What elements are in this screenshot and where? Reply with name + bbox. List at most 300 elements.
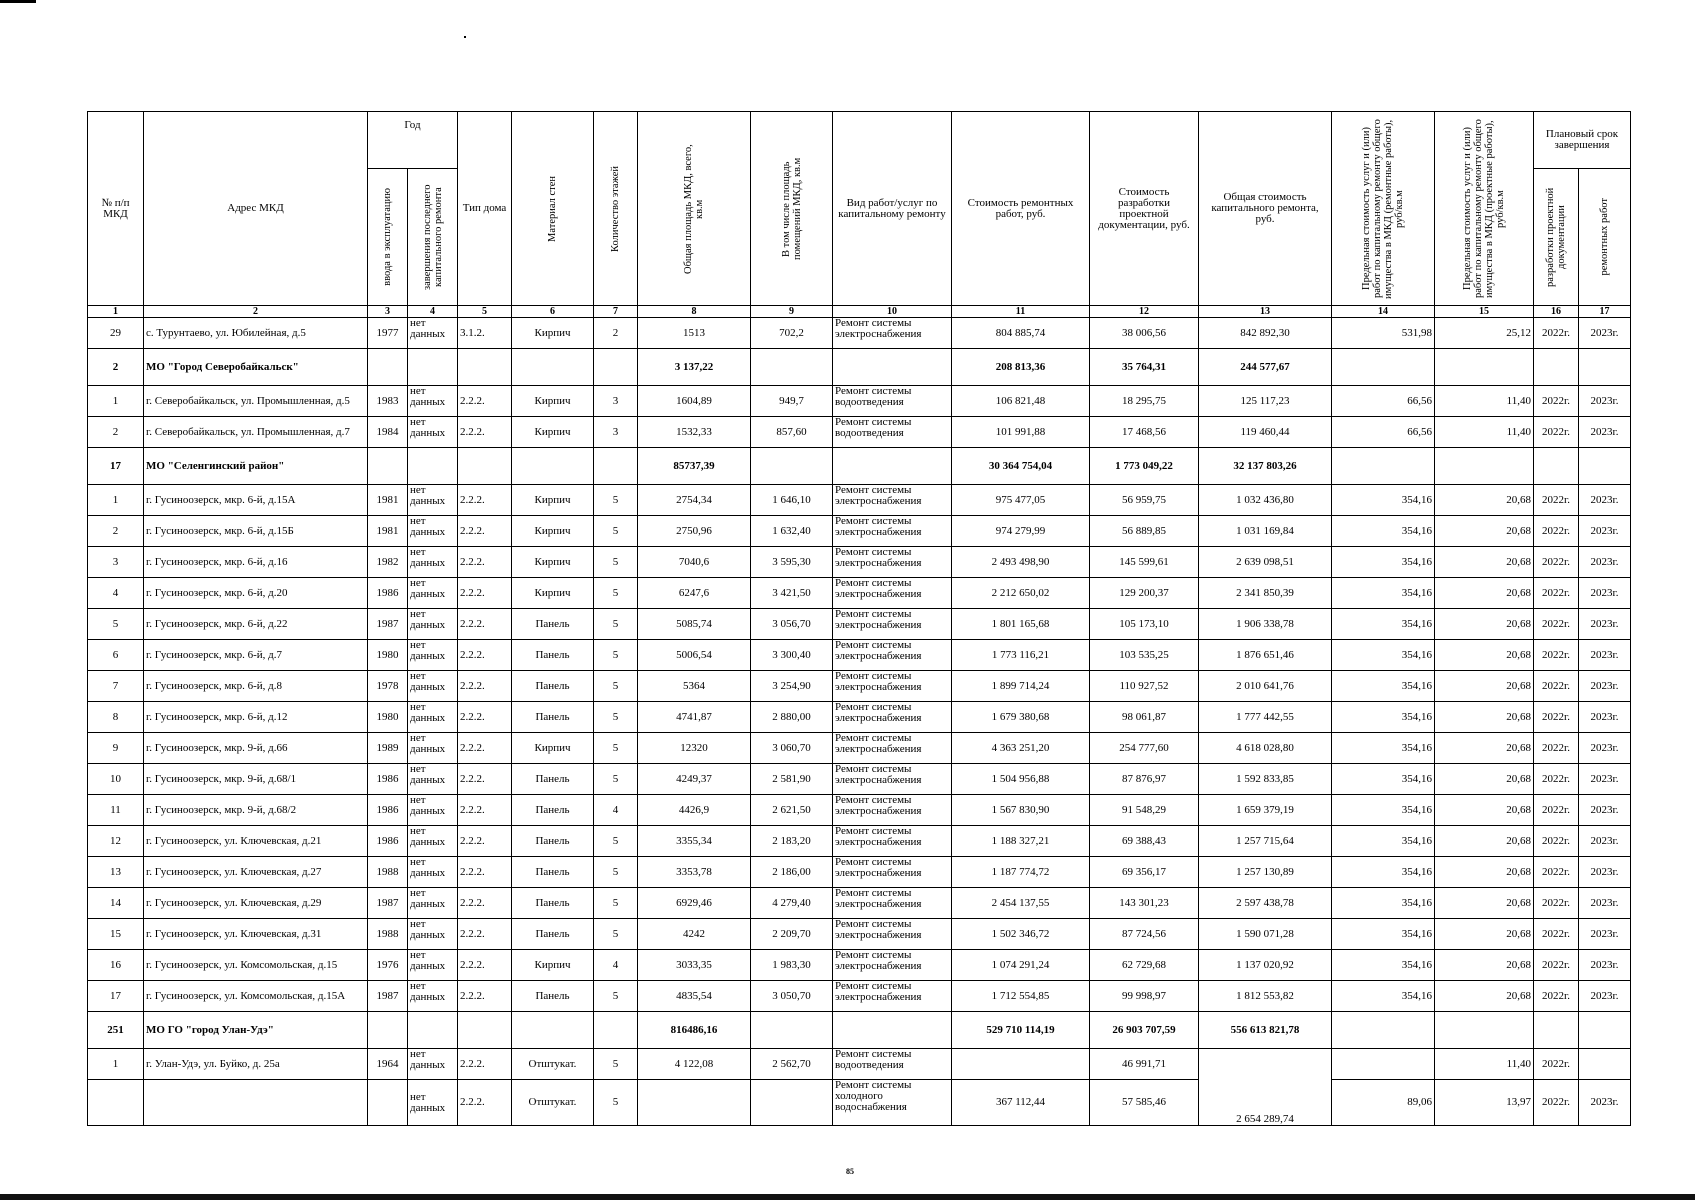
cell-num: 13	[88, 857, 144, 888]
cell-design-cost: 18 295,75	[1090, 386, 1199, 417]
col-number: 13	[1199, 306, 1332, 318]
cell-total-cost: 1 876 651,46	[1199, 640, 1332, 671]
cell-address: г. Гусиноозерск, мкр. 9-й, д.66	[144, 733, 368, 764]
cell-design-cost: 69 388,43	[1090, 826, 1199, 857]
cell-repair-cost: 1 712 554,85	[952, 981, 1090, 1012]
cell-total-cost: 1 032 436,80	[1199, 485, 1332, 516]
cell-design-cost: 46 991,71	[1090, 1049, 1199, 1080]
cell-repair-cost: 804 885,74	[952, 318, 1090, 349]
col-number: 2	[144, 306, 368, 318]
cell-floors: 5	[594, 764, 638, 795]
cell-deadline-repair: 2023г.	[1579, 318, 1631, 349]
cell-year-commission: 1980	[368, 702, 408, 733]
cell-deadline-design: 2022г.	[1534, 795, 1579, 826]
cell-year-commission: 1986	[368, 578, 408, 609]
cell-premises-area: 3 595,30	[751, 547, 833, 578]
cell-limit-repair: 354,16	[1332, 826, 1435, 857]
header-floors	[594, 112, 638, 306]
cell-address: г. Гусиноозерск, мкр. 6-й, д.20	[144, 578, 368, 609]
cell-floors: 5	[594, 578, 638, 609]
cell-deadline-design: 2022г.	[1534, 578, 1579, 609]
table-row	[88, 826, 1631, 857]
cell-limit-design: 20,68	[1435, 826, 1534, 857]
cell-total-area: 3 137,22	[638, 349, 751, 386]
cell-total-cost: 125 117,23	[1199, 386, 1332, 417]
cell-num: 10	[88, 764, 144, 795]
cell-repair-cost: 2 493 498,90	[952, 547, 1090, 578]
cell-deadline-repair: 2023г.	[1579, 764, 1631, 795]
table-row	[88, 485, 1631, 516]
cell-deadline-repair: 2023г.	[1579, 950, 1631, 981]
cell-num: 4	[88, 578, 144, 609]
cell-deadline-repair: 2023г.	[1579, 919, 1631, 950]
cell-work-type: Ремонт системы электроснабжения	[833, 888, 952, 919]
cell-house-type: 2.2.2.	[458, 702, 512, 733]
cell-deadline-repair: 2023г.	[1579, 1080, 1631, 1126]
col-number: 14	[1332, 306, 1435, 318]
cell-address: г. Гусиноозерск, мкр. 6-й, д.15Б	[144, 516, 368, 547]
cell-premises-area: 2 183,20	[751, 826, 833, 857]
cell-wall-material: Кирпич	[512, 386, 594, 417]
cell-premises-area	[751, 349, 833, 386]
cell-deadline-repair: 2023г.	[1579, 981, 1631, 1012]
cell-limit-repair: 354,16	[1332, 578, 1435, 609]
cell-year-commission: 1987	[368, 888, 408, 919]
cell-num: 5	[88, 609, 144, 640]
cell-limit-design: 20,68	[1435, 795, 1534, 826]
col-number: 15	[1435, 306, 1534, 318]
cell-year-last-repair: нет данных	[408, 318, 458, 349]
cell-floors: 5	[594, 609, 638, 640]
cell-address: г. Гусиноозерск, мкр. 6-й, д.22	[144, 609, 368, 640]
header-premises-area	[751, 112, 833, 306]
table-row	[88, 609, 1631, 640]
cell-limit-design: 20,68	[1435, 671, 1534, 702]
cell-limit-design	[1435, 1012, 1534, 1049]
cell-year-last-repair: нет данных	[408, 702, 458, 733]
cell-deadline-design: 2022г.	[1534, 764, 1579, 795]
cell-num: 9	[88, 733, 144, 764]
cell-house-type: 3.1.2.	[458, 318, 512, 349]
cell-total-cost: 842 892,30	[1199, 318, 1332, 349]
cell-repair-cost: 1 801 165,68	[952, 609, 1090, 640]
cell-wall-material: Панель	[512, 888, 594, 919]
header-wall-material-text: Материал стен	[547, 175, 558, 242]
cell-total-area: 1532,33	[638, 417, 751, 448]
cell-repair-cost: 1 899 714,24	[952, 671, 1090, 702]
cell-work-type	[833, 448, 952, 485]
cell-deadline-repair: 2023г.	[1579, 417, 1631, 448]
cell-limit-design: 20,68	[1435, 764, 1534, 795]
group-row	[88, 349, 1631, 386]
cell-year-commission: 1988	[368, 919, 408, 950]
cell-address: г. Гусиноозерск, ул. Ключевская, д.27	[144, 857, 368, 888]
cell-total-cost: 32 137 803,26	[1199, 448, 1332, 485]
header-total-cost: Общая стоимость капитального ремонта, руб.	[1199, 112, 1332, 306]
header-house-type: Тип дома	[458, 112, 512, 306]
cell-total-area	[638, 1080, 751, 1126]
cell-work-type: Ремонт системы электроснабжения	[833, 516, 952, 547]
cell-year-last-repair: нет данных	[408, 516, 458, 547]
cell-year-last-repair: нет данных	[408, 671, 458, 702]
cell-total-area: 4242	[638, 919, 751, 950]
cell-limit-repair: 354,16	[1332, 640, 1435, 671]
cell-deadline-design: 2022г.	[1534, 609, 1579, 640]
cell-deadline-design: 2022г.	[1534, 640, 1579, 671]
col-number: 12	[1090, 306, 1199, 318]
col-number: 4	[408, 306, 458, 318]
cell-deadline-repair	[1579, 1049, 1631, 1080]
cell-premises-area: 2 186,00	[751, 857, 833, 888]
cell-house-type: 2.2.2.	[458, 795, 512, 826]
cell-premises-area: 702,2	[751, 318, 833, 349]
col-number: 7	[594, 306, 638, 318]
cell-total-cost: 2 010 641,76	[1199, 671, 1332, 702]
cell-total-area: 816486,16	[638, 1012, 751, 1049]
cell-design-cost: 129 200,37	[1090, 578, 1199, 609]
cell-address: г. Гусиноозерск, ул. Ключевская, д.29	[144, 888, 368, 919]
header-num: № п/п МКД	[88, 112, 144, 306]
cell-limit-repair: 354,16	[1332, 516, 1435, 547]
cell-total-area: 3353,78	[638, 857, 751, 888]
table-row	[88, 764, 1631, 795]
cell-design-cost: 56 889,85	[1090, 516, 1199, 547]
cell-repair-cost: 975 477,05	[952, 485, 1090, 516]
cell-address: г. Северобайкальск, ул. Промышленная, д.7	[144, 417, 368, 448]
table-row	[88, 919, 1631, 950]
cell-deadline-design: 2022г.	[1534, 417, 1579, 448]
cell-deadline-repair: 2023г.	[1579, 671, 1631, 702]
cell-house-type: 2.2.2.	[458, 640, 512, 671]
cell-limit-repair: 531,98	[1332, 318, 1435, 349]
table-row	[88, 981, 1631, 1012]
cell-design-cost: 57 585,46	[1090, 1080, 1199, 1126]
cell-deadline-repair: 2023г.	[1579, 609, 1631, 640]
cell-year-last-repair: нет данных	[408, 417, 458, 448]
cell-year-commission: 1981	[368, 485, 408, 516]
cell-floors: 3	[594, 386, 638, 417]
header-year-last-repair	[408, 169, 458, 306]
cell-num: 8	[88, 702, 144, 733]
cell-repair-cost	[952, 1049, 1090, 1080]
cell-work-type: Ремонт системы холодного водоснабжения	[833, 1080, 952, 1126]
cell-year-commission: 1980	[368, 640, 408, 671]
cell-wall-material	[512, 1012, 594, 1049]
cell-floors: 4	[594, 950, 638, 981]
cell-work-type: Ремонт системы водоотведения	[833, 417, 952, 448]
cell-address: г. Гусиноозерск, ул. Ключевская, д.31	[144, 919, 368, 950]
cell-floors: 5	[594, 857, 638, 888]
cell-year-commission: 1981	[368, 516, 408, 547]
cell-address: г. Гусиноозерск, ул. Комсомольская, д.15	[144, 950, 368, 981]
table-row	[88, 671, 1631, 702]
header-year-commission-text: ввода в эксплуатацию	[382, 188, 393, 286]
table-row	[88, 733, 1631, 764]
cell-year-last-repair: нет данных	[408, 386, 458, 417]
cell-house-type: 2.2.2.	[458, 417, 512, 448]
cell-total-cost: 1 906 338,78	[1199, 609, 1332, 640]
cell-year-commission: 1964	[368, 1049, 408, 1080]
cell-year-commission: 1988	[368, 857, 408, 888]
cell-limit-repair: 354,16	[1332, 702, 1435, 733]
table-row	[88, 640, 1631, 671]
cell-house-type: 2.2.2.	[458, 826, 512, 857]
cell-work-type: Ремонт системы электроснабжения	[833, 733, 952, 764]
cell-address: г. Гусиноозерск, мкр. 6-й, д.15А	[144, 485, 368, 516]
cell-wall-material: Панель	[512, 640, 594, 671]
cell-year-commission: 1987	[368, 609, 408, 640]
table-row	[88, 1049, 1631, 1080]
cell-total-cost: 4 618 028,80	[1199, 733, 1332, 764]
table-row	[88, 857, 1631, 888]
cell-design-cost: 62 729,68	[1090, 950, 1199, 981]
cell-work-type: Ремонт системы электроснабжения	[833, 485, 952, 516]
cell-deadline-design: 2022г.	[1534, 857, 1579, 888]
cell-limit-design: 20,68	[1435, 857, 1534, 888]
cell-wall-material: Панель	[512, 795, 594, 826]
header-premises-area-text: В том числе площадь помещений МКД, кв.м	[780, 157, 803, 260]
col-number: 5	[458, 306, 512, 318]
cell-address: МО "Селенгинский район"	[144, 448, 368, 485]
cell-num: 1	[88, 485, 144, 516]
table-row	[88, 1080, 1631, 1126]
cell-floors: 5	[594, 485, 638, 516]
cell-total-area: 2750,96	[638, 516, 751, 547]
header-year-last-repair-text: завершения последнего капитального ремонта	[421, 184, 444, 290]
cell-floors: 4	[594, 795, 638, 826]
cell-house-type: 2.2.2.	[458, 386, 512, 417]
cell-deadline-design	[1534, 1012, 1579, 1049]
cell-year-last-repair: нет данных	[408, 609, 458, 640]
table-row	[88, 417, 1631, 448]
cell-limit-repair: 354,16	[1332, 764, 1435, 795]
cell-year-last-repair	[408, 448, 458, 485]
cell-design-cost: 35 764,31	[1090, 349, 1199, 386]
cell-total-cost: 1 590 071,28	[1199, 919, 1332, 950]
cell-deadline-repair: 2023г.	[1579, 733, 1631, 764]
cell-house-type	[458, 349, 512, 386]
header-repair-cost: Стоимость ремонтных работ, руб.	[952, 112, 1090, 306]
header-limit-repair-text: Предельная стоимость услуг и (или) работ по капитальному ремонту общего имущества в МКД (ремонтные работы), руб/кв.м	[1361, 118, 1405, 299]
cell-floors: 5	[594, 640, 638, 671]
cell-limit-repair	[1332, 1012, 1435, 1049]
cell-total-cost: 556 613 821,78	[1199, 1012, 1332, 1049]
cell-total-area: 7040,6	[638, 547, 751, 578]
cell-year-commission	[368, 448, 408, 485]
cell-floors	[594, 349, 638, 386]
cell-year-last-repair: нет данных	[408, 547, 458, 578]
cell-year-last-repair: нет данных	[408, 485, 458, 516]
cell-wall-material: Панель	[512, 702, 594, 733]
cell-total-cost: 2 654 289,74	[1199, 1049, 1332, 1126]
cell-deadline-repair: 2023г.	[1579, 795, 1631, 826]
cell-num: 3	[88, 547, 144, 578]
cell-floors: 5	[594, 671, 638, 702]
cell-work-type: Ремонт системы электроснабжения	[833, 919, 952, 950]
cell-year-last-repair: нет данных	[408, 981, 458, 1012]
cell-deadline-design	[1534, 448, 1579, 485]
cell-design-cost: 98 061,87	[1090, 702, 1199, 733]
cell-num: 2	[88, 349, 144, 386]
cell-deadline-design: 2022г.	[1534, 516, 1579, 547]
cell-deadline-repair: 2023г.	[1579, 640, 1631, 671]
cell-house-type: 2.2.2.	[458, 609, 512, 640]
cell-total-area: 6929,46	[638, 888, 751, 919]
cell-limit-repair: 89,06	[1332, 1080, 1435, 1126]
cell-deadline-repair: 2023г.	[1579, 485, 1631, 516]
cell-total-cost: 1 659 379,19	[1199, 795, 1332, 826]
cell-work-type: Ремонт системы электроснабжения	[833, 795, 952, 826]
cell-year-commission: 1989	[368, 733, 408, 764]
cell-floors: 5	[594, 1080, 638, 1126]
cell-house-type: 2.2.2.	[458, 671, 512, 702]
cell-design-cost: 103 535,25	[1090, 640, 1199, 671]
cell-limit-design: 20,68	[1435, 547, 1534, 578]
cell-num: 15	[88, 919, 144, 950]
cell-house-type: 2.2.2.	[458, 1049, 512, 1080]
cell-repair-cost: 1 074 291,24	[952, 950, 1090, 981]
cell-wall-material: Панель	[512, 919, 594, 950]
cell-floors	[594, 1012, 638, 1049]
cell-limit-design: 20,68	[1435, 516, 1534, 547]
cell-num: 251	[88, 1012, 144, 1049]
cell-total-cost: 1 777 442,55	[1199, 702, 1332, 733]
cell-limit-repair: 354,16	[1332, 950, 1435, 981]
scan-corner-mark	[0, 0, 36, 3]
last-block	[88, 1049, 1631, 1126]
cell-premises-area: 3 050,70	[751, 981, 833, 1012]
cell-work-type: Ремонт системы электроснабжения	[833, 857, 952, 888]
cell-limit-design: 20,68	[1435, 578, 1534, 609]
cell-premises-area: 1 632,40	[751, 516, 833, 547]
header-address: Адрес МКД	[144, 112, 368, 306]
cell-total-cost: 1 031 169,84	[1199, 516, 1332, 547]
scan-speck	[464, 36, 466, 38]
cell-premises-area: 1 646,10	[751, 485, 833, 516]
cell-premises-area	[751, 1012, 833, 1049]
group-row	[88, 448, 1631, 485]
cell-repair-cost: 1 773 116,21	[952, 640, 1090, 671]
cell-house-type	[458, 1012, 512, 1049]
cell-wall-material: Кирпич	[512, 485, 594, 516]
cell-floors: 5	[594, 826, 638, 857]
cell-num: 12	[88, 826, 144, 857]
header-limit-design-text: Предельная стоимость услуг и (или) работ по капитальному ремонту общего имущества в МКД (проектные работы), руб/кв.м	[1462, 119, 1506, 298]
cell-num: 29	[88, 318, 144, 349]
cell-year-last-repair: нет данных	[408, 764, 458, 795]
header-deadline-repair-text: ремонтных работ	[1599, 198, 1610, 276]
cell-work-type: Ремонт системы электроснабжения	[833, 318, 952, 349]
cell-premises-area: 2 562,70	[751, 1049, 833, 1080]
cell-total-cost: 2 639 098,51	[1199, 547, 1332, 578]
cell-year-commission: 1978	[368, 671, 408, 702]
cell-premises-area: 2 581,90	[751, 764, 833, 795]
cell-wall-material	[512, 448, 594, 485]
cell-year-last-repair: нет данных	[408, 733, 458, 764]
cell-limit-repair	[1332, 349, 1435, 386]
cell-house-type: 2.2.2.	[458, 547, 512, 578]
cell-design-cost: 91 548,29	[1090, 795, 1199, 826]
cell-premises-area: 3 056,70	[751, 609, 833, 640]
cell-design-cost: 56 959,75	[1090, 485, 1199, 516]
table-row	[88, 318, 1631, 349]
cell-address: г. Гусиноозерск, мкр. 6-й, д.7	[144, 640, 368, 671]
cell-repair-cost: 1 188 327,21	[952, 826, 1090, 857]
cell-limit-repair: 354,16	[1332, 857, 1435, 888]
cell-year-last-repair: нет данных	[408, 640, 458, 671]
cell-design-cost: 87 724,56	[1090, 919, 1199, 950]
cell-limit-design: 20,68	[1435, 485, 1534, 516]
cell-num: 7	[88, 671, 144, 702]
header-design-cost: Стоимость разработки проектной документации, руб.	[1090, 112, 1199, 306]
cell-limit-repair: 354,16	[1332, 671, 1435, 702]
cell-work-type: Ремонт системы электроснабжения	[833, 702, 952, 733]
cell-address: с. Турунтаево, ул. Юбилейная, д.5	[144, 318, 368, 349]
cell-floors: 5	[594, 516, 638, 547]
header-total-area	[638, 112, 751, 306]
cell-premises-area: 2 621,50	[751, 795, 833, 826]
cell-total-area: 12320	[638, 733, 751, 764]
cell-house-type: 2.2.2.	[458, 733, 512, 764]
cell-design-cost: 26 903 707,59	[1090, 1012, 1199, 1049]
cell-total-cost: 1 592 833,85	[1199, 764, 1332, 795]
cell-work-type	[833, 349, 952, 386]
cell-total-area: 1513	[638, 318, 751, 349]
cell-limit-design: 20,68	[1435, 702, 1534, 733]
cell-year-last-repair	[408, 1012, 458, 1049]
cell-address: г. Гусиноозерск, мкр. 9-й, д.68/2	[144, 795, 368, 826]
table-row	[88, 888, 1631, 919]
cell-deadline-repair: 2023г.	[1579, 702, 1631, 733]
cell-deadline-repair: 2023г.	[1579, 386, 1631, 417]
cell-total-area: 3033,35	[638, 950, 751, 981]
cell-wall-material: Панель	[512, 981, 594, 1012]
cell-design-cost: 38 006,56	[1090, 318, 1199, 349]
col-number: 9	[751, 306, 833, 318]
cell-design-cost: 69 356,17	[1090, 857, 1199, 888]
cell-wall-material: Отштукат.	[512, 1049, 594, 1080]
group-row	[88, 1012, 1631, 1049]
cell-house-type: 2.2.2.	[458, 764, 512, 795]
col-number: 3	[368, 306, 408, 318]
cell-limit-design: 25,12	[1435, 318, 1534, 349]
cell-premises-area: 2 880,00	[751, 702, 833, 733]
cell-total-area: 5006,54	[638, 640, 751, 671]
header-deadline-design	[1534, 169, 1579, 306]
cell-total-cost: 2 597 438,78	[1199, 888, 1332, 919]
cell-wall-material: Кирпич	[512, 318, 594, 349]
cell-wall-material: Панель	[512, 609, 594, 640]
cell-deadline-design: 2022г.	[1534, 671, 1579, 702]
cell-num: 16	[88, 950, 144, 981]
cell-limit-design: 13,97	[1435, 1080, 1534, 1126]
cell-work-type: Ремонт системы водоотведения	[833, 386, 952, 417]
scan-bottom-edge	[0, 1194, 1695, 1200]
cell-design-cost: 145 599,61	[1090, 547, 1199, 578]
cell-wall-material: Кирпич	[512, 950, 594, 981]
cell-wall-material: Отштукат.	[512, 1080, 594, 1126]
cell-deadline-repair: 2023г.	[1579, 547, 1631, 578]
cell-premises-area: 3 060,70	[751, 733, 833, 764]
table-row	[88, 702, 1631, 733]
cell-work-type: Ремонт системы электроснабжения	[833, 981, 952, 1012]
cell-wall-material	[512, 349, 594, 386]
cell-year-last-repair	[408, 349, 458, 386]
cell-premises-area: 3 300,40	[751, 640, 833, 671]
cell-repair-cost: 367 112,44	[952, 1080, 1090, 1126]
cell-limit-repair: 354,16	[1332, 919, 1435, 950]
cell-design-cost: 143 301,23	[1090, 888, 1199, 919]
